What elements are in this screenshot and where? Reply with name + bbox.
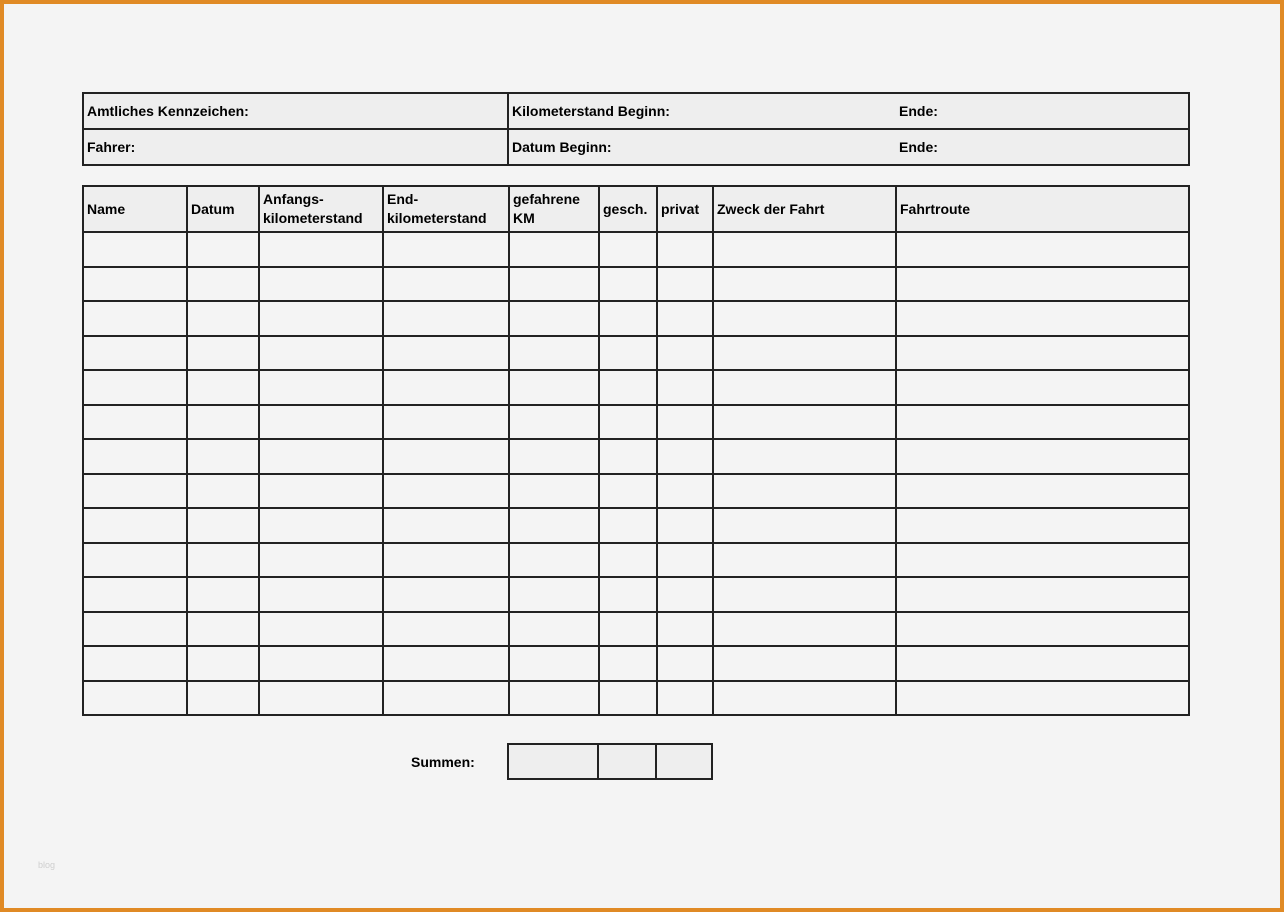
- log-cell[interactable]: [83, 232, 187, 267]
- log-cell[interactable]: [599, 577, 657, 612]
- log-cell[interactable]: [383, 646, 509, 681]
- log-cell[interactable]: [657, 336, 713, 371]
- log-cell[interactable]: [896, 577, 1189, 612]
- km-begin-field[interactable]: [508, 93, 896, 129]
- watermark: blog: [38, 860, 56, 870]
- log-cell[interactable]: [657, 439, 713, 474]
- log-cell[interactable]: [713, 474, 896, 509]
- log-cell[interactable]: [657, 681, 713, 716]
- log-cell[interactable]: [713, 543, 896, 578]
- fahrer-field[interactable]: [83, 129, 508, 165]
- log-cell[interactable]: [83, 267, 187, 302]
- summen-label: Summen:: [411, 754, 475, 770]
- km-begin-label: Kilometerstand Beginn:: [512, 103, 670, 119]
- log-cell[interactable]: [383, 577, 509, 612]
- log-cell[interactable]: [713, 439, 896, 474]
- log-row: [83, 405, 1189, 440]
- log-row: [83, 681, 1189, 716]
- log-cell[interactable]: [896, 439, 1189, 474]
- log-cell[interactable]: [83, 543, 187, 578]
- log-cell[interactable]: [259, 508, 383, 543]
- log-cell[interactable]: [896, 543, 1189, 578]
- col-header-zweck: Zweck der Fahrt: [713, 186, 896, 232]
- log-row: [83, 612, 1189, 647]
- log-cell[interactable]: [599, 508, 657, 543]
- datum-begin-label: Datum Beginn:: [512, 139, 612, 155]
- log-cell[interactable]: [657, 577, 713, 612]
- info-row-driver: [83, 129, 1189, 165]
- log-row: [83, 267, 1189, 302]
- log-cell[interactable]: [509, 439, 599, 474]
- col-header-gefahrene-km: gefahrene KM: [509, 186, 599, 232]
- log-cell[interactable]: [509, 543, 599, 578]
- log-row: [83, 508, 1189, 543]
- log-cell[interactable]: [713, 336, 896, 371]
- log-cell[interactable]: [259, 370, 383, 405]
- trip-log-table: [82, 185, 1190, 716]
- log-cell[interactable]: [83, 474, 187, 509]
- log-cell[interactable]: [896, 612, 1189, 647]
- summary-row: [508, 744, 712, 779]
- log-cell[interactable]: [259, 474, 383, 509]
- log-cell[interactable]: [383, 474, 509, 509]
- log-cell[interactable]: [713, 301, 896, 336]
- log-cell[interactable]: [896, 336, 1189, 371]
- log-cell[interactable]: [383, 370, 509, 405]
- log-cell[interactable]: [259, 543, 383, 578]
- log-cell[interactable]: [509, 301, 599, 336]
- log-cell[interactable]: [896, 405, 1189, 440]
- log-cell[interactable]: [83, 612, 187, 647]
- log-row: [83, 336, 1189, 371]
- log-cell[interactable]: [383, 508, 509, 543]
- info-row-vehicle: [83, 93, 1189, 129]
- log-cell[interactable]: [599, 267, 657, 302]
- log-cell[interactable]: [599, 301, 657, 336]
- log-cell[interactable]: [187, 543, 259, 578]
- log-cell[interactable]: [509, 336, 599, 371]
- log-row: [83, 370, 1189, 405]
- log-cell[interactable]: [713, 267, 896, 302]
- log-cell[interactable]: [657, 267, 713, 302]
- kennzeichen-label: Amtliches Kennzeichen:: [87, 103, 249, 119]
- log-cell[interactable]: [713, 612, 896, 647]
- log-cell[interactable]: [383, 267, 509, 302]
- log-cell[interactable]: [187, 232, 259, 267]
- log-cell[interactable]: [187, 336, 259, 371]
- log-cell[interactable]: [509, 577, 599, 612]
- log-row: [83, 301, 1189, 336]
- log-row: [83, 646, 1189, 681]
- log-cell[interactable]: [657, 543, 713, 578]
- log-cell[interactable]: [187, 577, 259, 612]
- log-cell[interactable]: [599, 405, 657, 440]
- log-cell[interactable]: [187, 301, 259, 336]
- log-cell[interactable]: [599, 474, 657, 509]
- log-cell[interactable]: [259, 301, 383, 336]
- log-cell[interactable]: [509, 267, 599, 302]
- log-cell[interactable]: [896, 646, 1189, 681]
- log-cell[interactable]: [657, 301, 713, 336]
- log-cell[interactable]: [259, 336, 383, 371]
- log-cell[interactable]: [83, 301, 187, 336]
- log-cell[interactable]: [713, 646, 896, 681]
- log-row: [83, 232, 1189, 267]
- col-header-datum: Datum: [187, 186, 259, 232]
- log-cell[interactable]: [509, 681, 599, 716]
- log-row: [83, 577, 1189, 612]
- log-cell[interactable]: [599, 370, 657, 405]
- log-cell[interactable]: [259, 577, 383, 612]
- log-cell[interactable]: [599, 646, 657, 681]
- log-cell[interactable]: [187, 612, 259, 647]
- log-cell[interactable]: [259, 267, 383, 302]
- log-cell[interactable]: [383, 543, 509, 578]
- log-cell[interactable]: [259, 646, 383, 681]
- log-cell[interactable]: [896, 508, 1189, 543]
- log-cell[interactable]: [599, 439, 657, 474]
- vehicle-info-table: [82, 92, 1190, 166]
- summary-table: [507, 743, 713, 780]
- log-cell[interactable]: [509, 612, 599, 647]
- log-cell[interactable]: [187, 405, 259, 440]
- log-cell[interactable]: [713, 232, 896, 267]
- col-header-anfangs-km: Anfangs- kilometerstand: [259, 186, 383, 232]
- log-cell[interactable]: [509, 508, 599, 543]
- log-cell[interactable]: [83, 405, 187, 440]
- log-cell[interactable]: [896, 267, 1189, 302]
- datum-end-label: Ende:: [899, 139, 938, 155]
- log-cell[interactable]: [383, 439, 509, 474]
- log-cell[interactable]: [383, 612, 509, 647]
- log-cell[interactable]: [383, 301, 509, 336]
- log-body: [83, 232, 1189, 715]
- log-cell[interactable]: [657, 405, 713, 440]
- fahrer-label: Fahrer:: [87, 139, 136, 155]
- log-cell[interactable]: [713, 405, 896, 440]
- log-cell[interactable]: [896, 474, 1189, 509]
- log-cell[interactable]: [599, 681, 657, 716]
- log-cell[interactable]: [383, 405, 509, 440]
- log-cell[interactable]: [657, 370, 713, 405]
- log-cell[interactable]: [83, 508, 187, 543]
- log-cell[interactable]: [83, 439, 187, 474]
- log-cell[interactable]: [383, 681, 509, 716]
- log-cell[interactable]: [599, 232, 657, 267]
- log-cell[interactable]: [383, 336, 509, 371]
- log-cell[interactable]: [383, 232, 509, 267]
- log-cell[interactable]: [259, 612, 383, 647]
- col-header-fahrtroute: Fahrtroute: [896, 186, 1189, 232]
- log-cell[interactable]: [599, 336, 657, 371]
- col-header-privat: privat: [657, 186, 713, 232]
- log-cell[interactable]: [599, 612, 657, 647]
- km-end-field[interactable]: [896, 93, 1189, 129]
- log-row: [83, 439, 1189, 474]
- log-cell[interactable]: [259, 232, 383, 267]
- sum-gefahrene-km-cell[interactable]: [508, 744, 598, 779]
- log-cell[interactable]: [509, 646, 599, 681]
- log-cell[interactable]: [896, 370, 1189, 405]
- log-cell[interactable]: [599, 543, 657, 578]
- log-cell[interactable]: [83, 336, 187, 371]
- log-cell[interactable]: [657, 508, 713, 543]
- log-cell[interactable]: [187, 370, 259, 405]
- log-cell[interactable]: [657, 232, 713, 267]
- log-cell[interactable]: [509, 405, 599, 440]
- col-header-end-km: End- kilometerstand: [383, 186, 509, 232]
- kennzeichen-field[interactable]: [83, 93, 508, 129]
- log-cell[interactable]: [509, 474, 599, 509]
- km-end-label: Ende:: [899, 103, 938, 119]
- log-row: [83, 543, 1189, 578]
- log-cell[interactable]: [509, 370, 599, 405]
- sum-privat-cell[interactable]: [656, 744, 712, 779]
- log-cell[interactable]: [896, 301, 1189, 336]
- log-cell[interactable]: [713, 370, 896, 405]
- log-cell[interactable]: [187, 267, 259, 302]
- datum-begin-field[interactable]: [508, 129, 896, 165]
- log-header-row: [83, 186, 1189, 232]
- log-cell[interactable]: [187, 646, 259, 681]
- log-cell[interactable]: [713, 577, 896, 612]
- datum-end-field[interactable]: [896, 129, 1189, 165]
- col-header-gesch: gesch.: [599, 186, 657, 232]
- log-cell[interactable]: [259, 405, 383, 440]
- log-cell[interactable]: [509, 232, 599, 267]
- sum-gesch-cell[interactable]: [598, 744, 656, 779]
- log-cell[interactable]: [187, 439, 259, 474]
- log-cell[interactable]: [187, 681, 259, 716]
- log-cell[interactable]: [187, 508, 259, 543]
- log-cell[interactable]: [83, 577, 187, 612]
- log-cell[interactable]: [83, 681, 187, 716]
- log-cell[interactable]: [259, 439, 383, 474]
- log-cell[interactable]: [259, 681, 383, 716]
- log-cell[interactable]: [187, 474, 259, 509]
- log-row: [83, 474, 1189, 509]
- col-header-name: Name: [83, 186, 187, 232]
- log-cell[interactable]: [657, 612, 713, 647]
- log-cell[interactable]: [83, 370, 187, 405]
- log-cell[interactable]: [657, 646, 713, 681]
- log-cell[interactable]: [713, 681, 896, 716]
- log-cell[interactable]: [896, 681, 1189, 716]
- log-cell[interactable]: [657, 474, 713, 509]
- log-cell[interactable]: [83, 646, 187, 681]
- log-cell[interactable]: [713, 508, 896, 543]
- log-cell[interactable]: [896, 232, 1189, 267]
